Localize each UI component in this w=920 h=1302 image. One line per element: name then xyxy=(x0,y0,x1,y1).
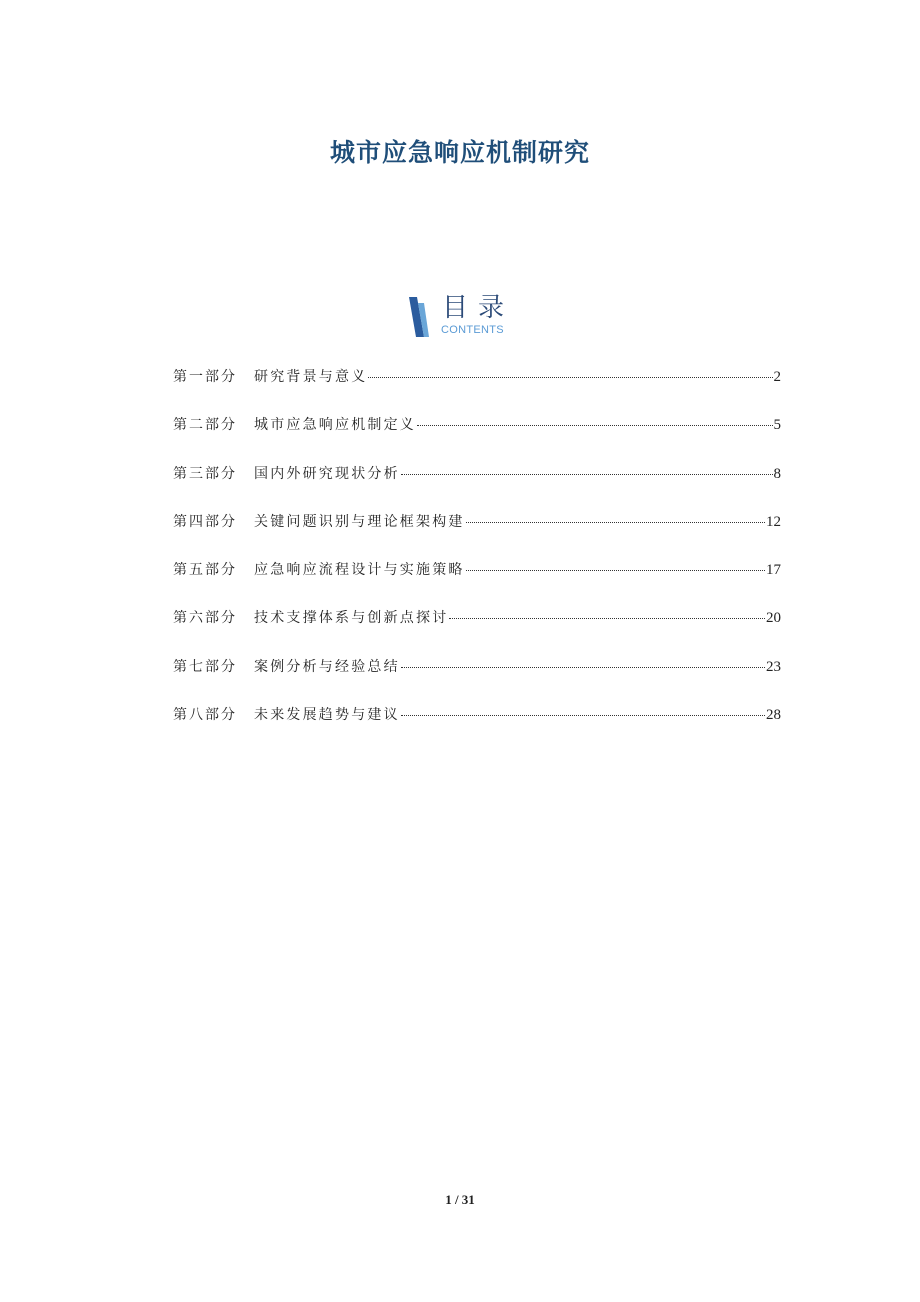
toc-entry[interactable] xyxy=(173,511,781,559)
toc-entry-part: 第三部分 xyxy=(173,465,237,482)
toc-entry-title: 研究背景与意义 xyxy=(254,369,368,385)
toc-dot-leader xyxy=(449,618,765,619)
toc-entry-part: 第七部分 xyxy=(173,658,237,675)
table-of-contents xyxy=(173,366,781,752)
toc-entry[interactable] xyxy=(173,366,781,414)
toc-entry[interactable] xyxy=(173,559,781,607)
toc-dot-leader xyxy=(401,715,765,716)
toc-entry-part: 第八部分 xyxy=(173,707,237,724)
toc-entry-title: 应急响应流程设计与实施策略 xyxy=(254,562,465,579)
toc-entry-page: 20 xyxy=(766,610,781,627)
toc-entry-part: 第四部分 xyxy=(173,513,237,530)
toc-dot-leader xyxy=(401,667,765,668)
toc-entry[interactable] xyxy=(173,607,781,655)
toc-entry-title: 案例分析与经验总结 xyxy=(254,658,400,675)
toc-entry-title: 城市应急响应机制定义 xyxy=(254,417,416,434)
document-title: 城市应急响应机制研究 xyxy=(329,137,590,167)
toc-entry-part: 第二部分 xyxy=(173,417,237,434)
toc-entry-title: 国内外研究现状分析 xyxy=(254,465,400,482)
toc-entry-page: 17 xyxy=(766,562,781,579)
contents-logo-icon xyxy=(408,297,432,337)
toc-entry[interactable] xyxy=(173,656,781,704)
toc-header xyxy=(408,294,528,340)
toc-entry-part: 第一部分 xyxy=(173,369,237,385)
toc-entry-page: 12 xyxy=(766,513,781,530)
toc-dot-leader xyxy=(466,522,765,523)
toc-dot-leader xyxy=(401,474,773,475)
toc-entry-page: 23 xyxy=(766,658,781,675)
toc-dot-leader xyxy=(417,425,773,426)
toc-dot-leader xyxy=(368,377,772,378)
toc-entry-title: 关键问题识别与理论框架构建 xyxy=(254,513,465,530)
page-number: 1 / 31 xyxy=(445,1192,475,1207)
toc-entry[interactable] xyxy=(173,463,781,511)
toc-entry-page: 2 xyxy=(773,369,781,385)
toc-heading: 目录 xyxy=(442,293,515,323)
toc-subheading: CONTENTS xyxy=(441,324,504,336)
toc-entry[interactable] xyxy=(173,704,781,752)
toc-entry-page: 8 xyxy=(773,465,781,482)
toc-entry-title: 技术支撑体系与创新点探讨 xyxy=(254,610,449,627)
toc-entry-page: 5 xyxy=(773,417,781,434)
toc-dot-leader xyxy=(466,570,765,571)
toc-entry-part: 第五部分 xyxy=(173,562,237,579)
toc-entry-title: 未来发展趋势与建议 xyxy=(254,707,400,724)
toc-entry-part: 第六部分 xyxy=(173,610,237,627)
toc-entry-page: 28 xyxy=(766,707,781,724)
toc-entry[interactable] xyxy=(173,414,781,462)
